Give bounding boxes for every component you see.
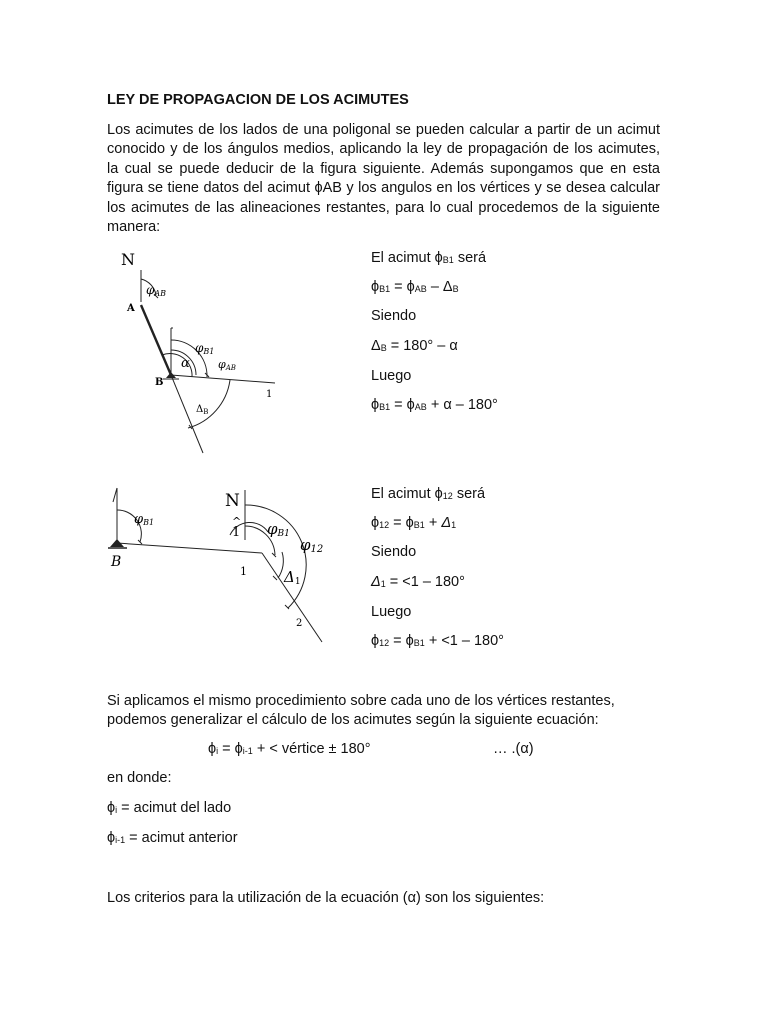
fig1-north: N [121,250,135,269]
figure-2-diagram [100,480,340,650]
fig1-eq-6: $\phi_{B1} = \phi_{AB} + \alpha - 180^\circ$ [371,397,498,413]
en-donde-label: en donde: [107,770,172,786]
fig1-eq-4: $\Delta_B = 180^\circ - \alpha$ [371,338,458,354]
fig2-eq-3: Siendo [371,544,417,560]
fig2-eq-4: $\Delta_1 = <1 - 180^\circ$ [371,574,465,590]
fig1-delta-sub: B [203,408,209,416]
criteria-sentence: Los criterios para la utilización de la ecuación (α) son los siguientes: [107,890,545,906]
definition-phi-i-minus-1: $\phi_{i-1}$ = acimut anterior [107,830,238,846]
equation-tag: … .(α) [493,741,534,757]
fig2-north: N [225,491,240,511]
fig2-phi-b1-left-sub: B1 [143,518,155,527]
fig1-phi-b1-sub: B1 [203,347,215,356]
svg-text:Δ1 [283,568,301,587]
fig2-eq-5: Luego [371,604,412,620]
fig2-point-2: 2 [296,618,303,629]
fig1-vertex-a: A [127,303,135,314]
fig1-delta: Δ [196,404,204,415]
fig2-vertex-b: B [111,554,122,570]
figure-1-diagram [100,245,300,465]
fig1-eq-5: Luego [371,368,412,384]
fig1-vertex-b: B [155,377,164,388]
fig2-point-1: 1 [240,565,247,578]
document-title: LEY DE PROPAGACION DE LOS ACIMUTES [107,92,409,108]
definition-phi-i: $\phi_i$ = acimut del lado [107,800,232,816]
fig1-eq-1: El acimut $\phi_{B1}$ será [371,250,487,266]
svg-text:φB1 [267,520,290,539]
svg-text:φB1 [195,341,214,356]
fig1-phi-b1: φ [195,341,204,355]
fig1-eq-3: Siendo [371,308,417,324]
fig1-phi-ab-top-sub: AB [154,289,167,298]
fig1-point-1: 1 [266,389,273,400]
fig2-eq-6: $\phi_{12} = \phi_{B1} + <1 - 180^\circ$ [371,633,504,649]
fig2-eq-2: $\phi_{12} = \phi_{B1} + \Delta_1$ [371,515,457,531]
fig2-phi-b1-right: φ [267,520,278,538]
fig1-alpha: α [181,356,190,371]
svg-text:φ12 [300,536,323,555]
svg-text:φAB [146,283,166,298]
svg-text:^: ^ [232,515,242,528]
fig2-delta-sub: 1 [294,577,301,587]
fig1-phi-ab-right-sub: AB [225,364,236,372]
fig1-phi-ab-right: φ [218,358,226,371]
svg-text:φAB [218,358,236,372]
fig2-eq-1: El acimut $\phi_{12}$ será [371,486,486,502]
general-equation: $\phi_i = \phi_{i-1}$ + < vértice ± 180° [208,741,371,757]
fig2-phi-b1-right-sub: B1 [277,529,290,539]
intro-paragraph: Los acimutes de los lados de una poligonal se pueden calcular a partir de un acimut conocido y de los ángulos medios, aplicando la ley de propagación de los acimutes, la cual se puede deducir de la figura siguiente. Además supongamos que en esta figura se tiene datos del acimut ϕAB y los angulos en los vértices y se desea calcular los acimutes de las alineaciones restantes, para lo cual procedemos de la siguiente manera: [107,122,660,236]
fig2-phi-12-sub: 12 [310,544,324,555]
svg-text:φB1 [134,512,154,527]
fig1-phi-ab-top: φ [146,283,155,297]
fig2-phi-b1-left: φ [134,512,144,527]
svg-text:ΔB [196,404,208,416]
fig2-phi-12: φ [300,536,311,554]
generalize-paragraph: Si aplicamos el mismo procedimiento sobre cada uno de los vértices restantes, podemos generalizar el cálculo de los acimutes según la siguiente ecuación: [107,693,615,729]
fig1-eq-2: $\phi_{B1} = \phi_{AB} - \Delta_B$ [371,279,459,295]
fig2-hat-one: 1 [232,525,241,540]
fig2-delta: Δ [284,568,295,586]
